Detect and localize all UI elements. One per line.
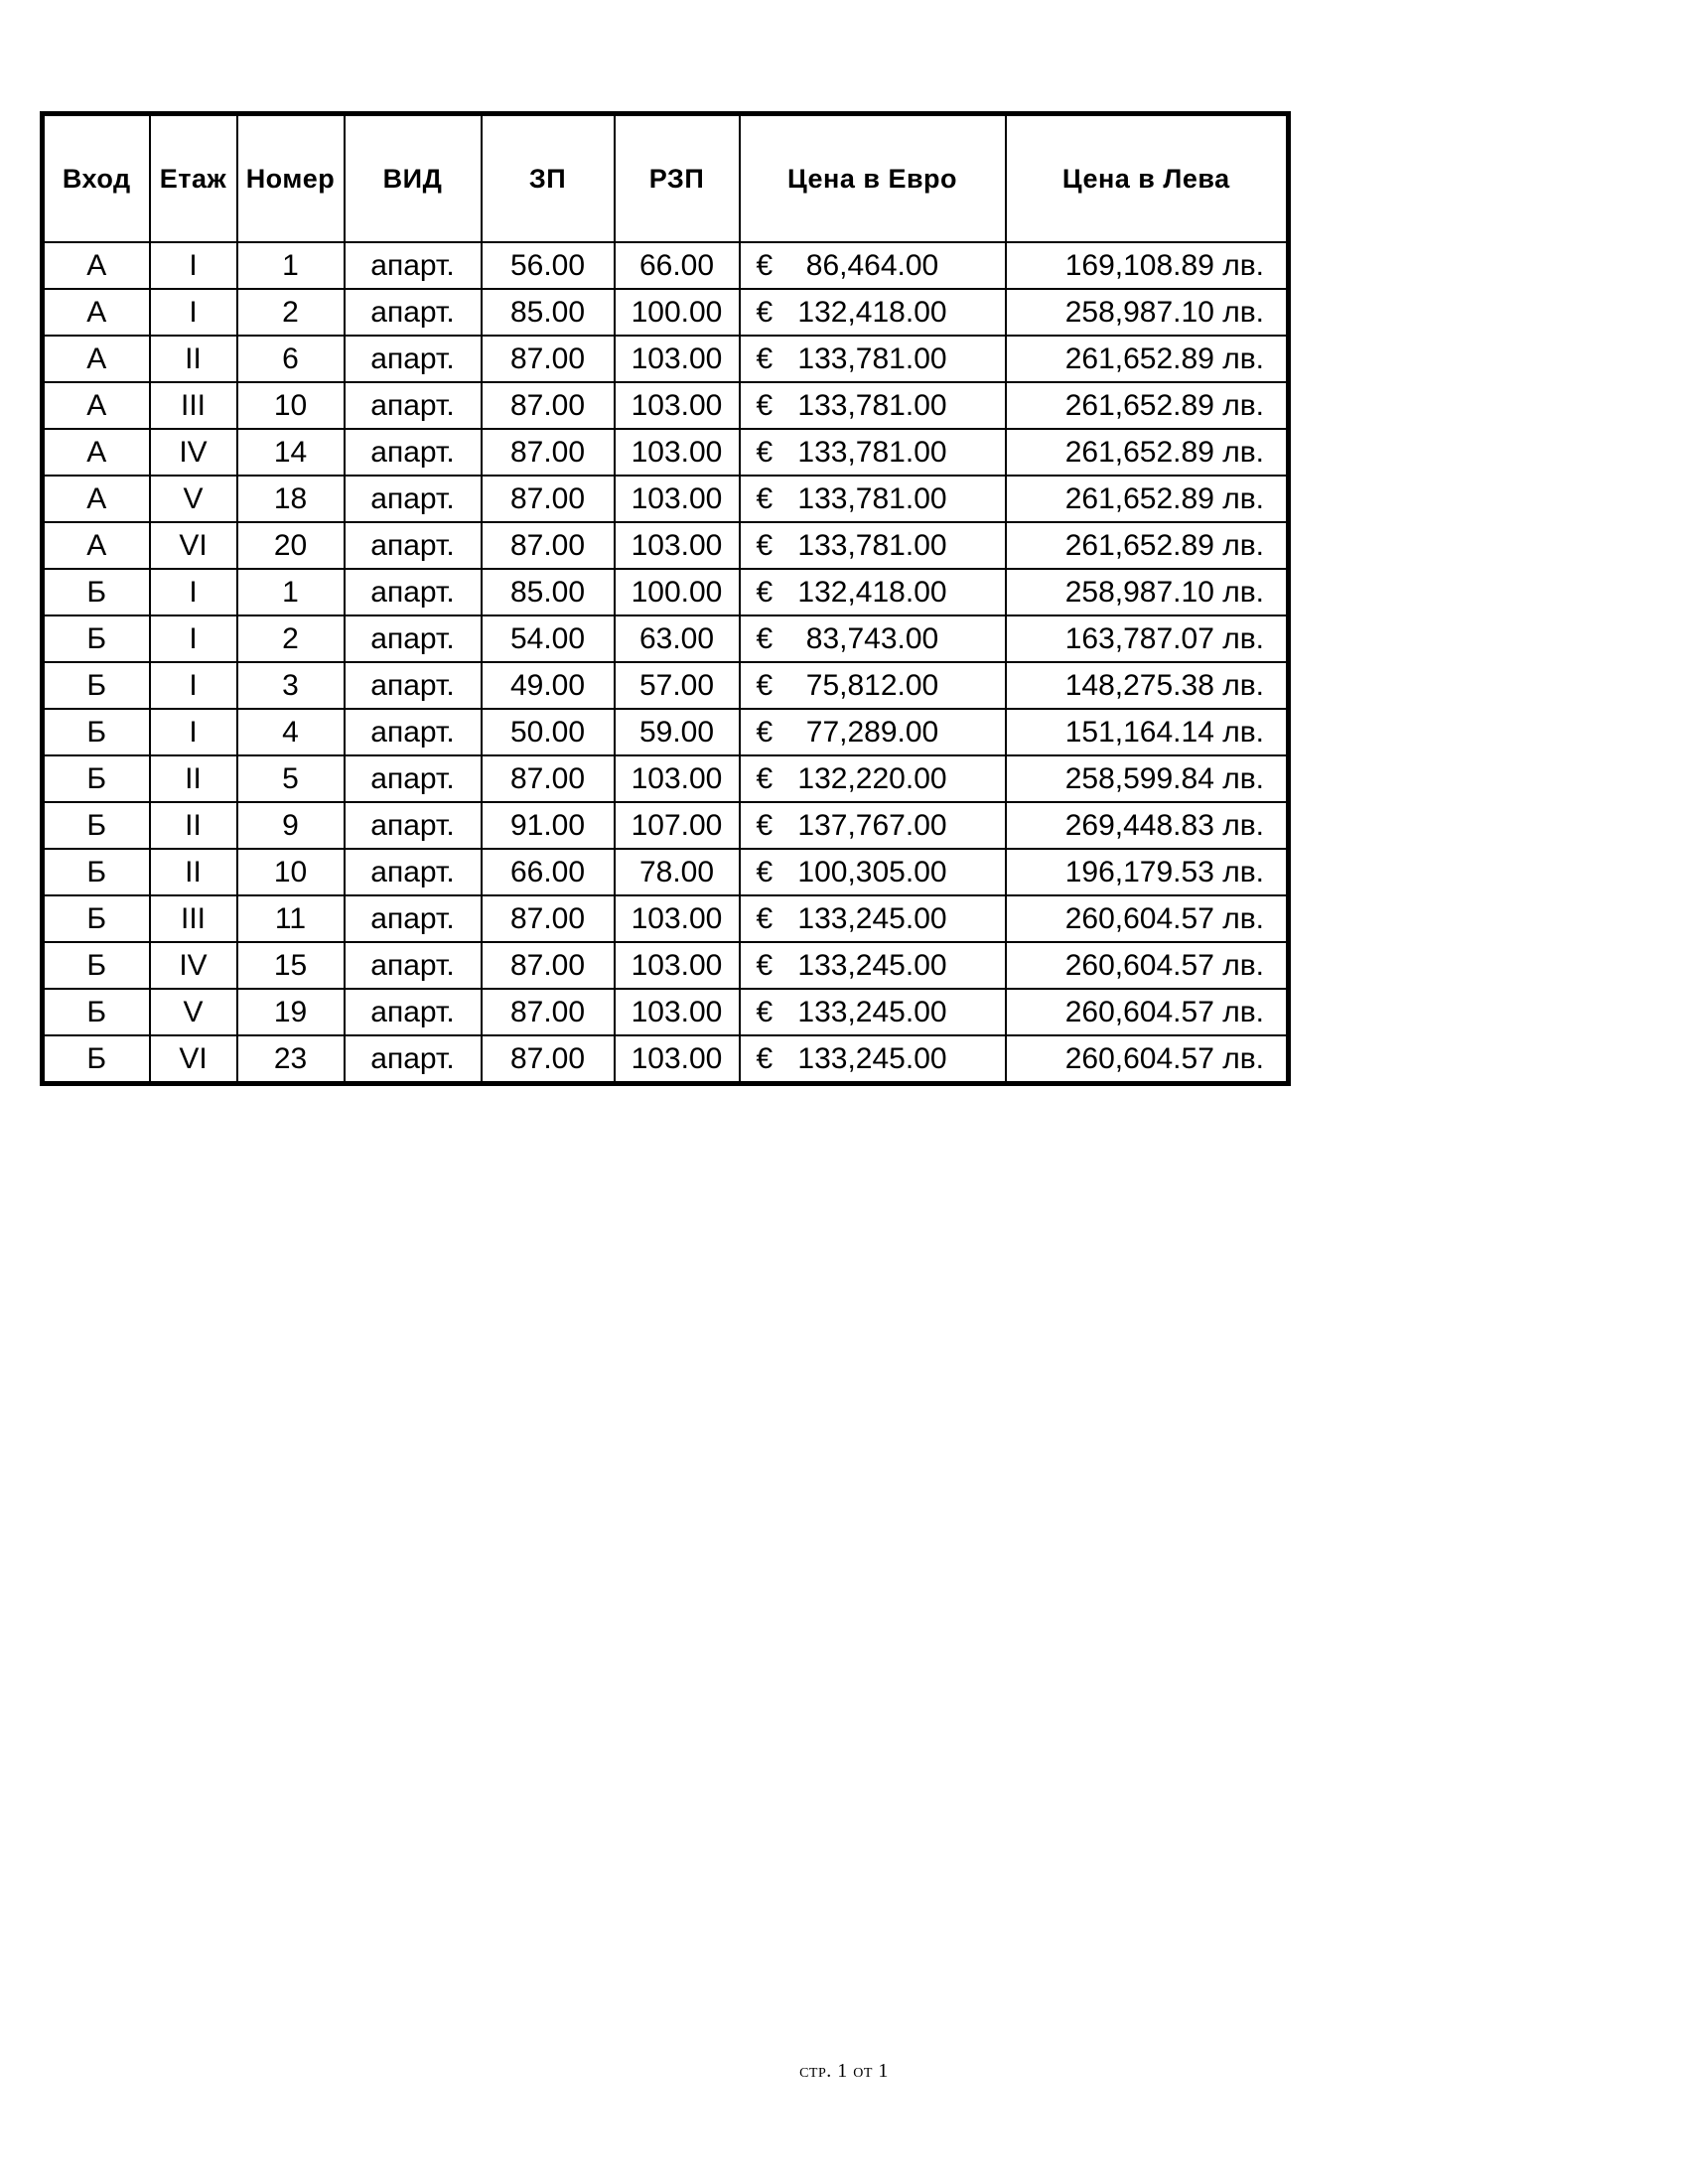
euro-currency-icon: € bbox=[756, 575, 774, 609]
table-header-row bbox=[43, 114, 1289, 243]
table-row bbox=[43, 615, 1289, 662]
cell-vhod: Б bbox=[43, 709, 150, 755]
price-eur-value: 133,245.00 bbox=[797, 1041, 947, 1075]
table-row bbox=[43, 569, 1289, 615]
cell-vhod: А bbox=[43, 476, 150, 522]
table-row bbox=[43, 755, 1289, 802]
cell-rzp: 103.00 bbox=[615, 336, 740, 382]
cell-price-bgn: 261,652.89 лв. bbox=[1006, 522, 1289, 569]
cell-vid: апарт. bbox=[345, 709, 482, 755]
cell-nomer: 10 bbox=[237, 849, 345, 895]
cell-vid: апарт. bbox=[345, 802, 482, 849]
column-header-etaj: Етаж bbox=[150, 114, 237, 243]
price-eur-value: 133,781.00 bbox=[797, 435, 947, 469]
cell-vhod: Б bbox=[43, 849, 150, 895]
cell-rzp: 103.00 bbox=[615, 522, 740, 569]
cell-price-eur bbox=[740, 895, 1006, 942]
price-eur-value: 132,418.00 bbox=[797, 295, 947, 329]
column-header-vid: ВИД bbox=[345, 114, 482, 243]
table-row bbox=[43, 336, 1289, 382]
cell-price-eur bbox=[740, 1035, 1006, 1084]
cell-zp: 87.00 bbox=[482, 522, 615, 569]
cell-price-eur bbox=[740, 849, 1006, 895]
cell-zp: 87.00 bbox=[482, 942, 615, 989]
column-header-vhod: Вход bbox=[43, 114, 150, 243]
euro-currency-icon: € bbox=[756, 761, 774, 795]
cell-etaj: II bbox=[150, 336, 237, 382]
cell-zp: 91.00 bbox=[482, 802, 615, 849]
table-header bbox=[43, 114, 1289, 243]
euro-currency-icon: € bbox=[756, 668, 774, 702]
cell-price-bgn: 258,599.84 лв. bbox=[1006, 755, 1289, 802]
cell-price-eur bbox=[740, 336, 1006, 382]
cell-vhod: Б bbox=[43, 1035, 150, 1084]
euro-currency-icon: € bbox=[756, 621, 774, 655]
price-eur-value: 133,245.00 bbox=[797, 948, 947, 982]
price-eur-value: 137,767.00 bbox=[797, 808, 947, 842]
cell-etaj: I bbox=[150, 569, 237, 615]
cell-etaj: I bbox=[150, 662, 237, 709]
cell-price-bgn: 260,604.57 лв. bbox=[1006, 895, 1289, 942]
cell-vhod: Б bbox=[43, 989, 150, 1035]
cell-price-bgn: 258,987.10 лв. bbox=[1006, 289, 1289, 336]
cell-nomer: 9 bbox=[237, 802, 345, 849]
price-eur-value: 86,464.00 bbox=[805, 248, 939, 282]
table-row bbox=[43, 895, 1289, 942]
euro-currency-icon: € bbox=[756, 341, 774, 375]
cell-zp: 87.00 bbox=[482, 895, 615, 942]
cell-rzp: 103.00 bbox=[615, 429, 740, 476]
column-header-nomer: Номер bbox=[237, 114, 345, 243]
price-eur-value: 132,418.00 bbox=[797, 575, 947, 609]
column-header-price-eur: Цена в Евро bbox=[740, 114, 1006, 243]
cell-rzp: 103.00 bbox=[615, 476, 740, 522]
cell-etaj: I bbox=[150, 709, 237, 755]
cell-rzp: 57.00 bbox=[615, 662, 740, 709]
cell-vid: апарт. bbox=[345, 382, 482, 429]
cell-rzp: 103.00 bbox=[615, 382, 740, 429]
cell-zp: 87.00 bbox=[482, 382, 615, 429]
cell-price-bgn: 260,604.57 лв. bbox=[1006, 942, 1289, 989]
cell-vid: апарт. bbox=[345, 476, 482, 522]
cell-vhod: Б bbox=[43, 569, 150, 615]
cell-nomer: 23 bbox=[237, 1035, 345, 1084]
cell-vid: апарт. bbox=[345, 242, 482, 289]
cell-rzp: 66.00 bbox=[615, 242, 740, 289]
cell-zp: 87.00 bbox=[482, 989, 615, 1035]
cell-vid: апарт. bbox=[345, 1035, 482, 1084]
cell-etaj: IV bbox=[150, 429, 237, 476]
cell-price-eur bbox=[740, 429, 1006, 476]
cell-price-bgn: 151,164.14 лв. bbox=[1006, 709, 1289, 755]
cell-nomer: 18 bbox=[237, 476, 345, 522]
cell-nomer: 6 bbox=[237, 336, 345, 382]
cell-rzp: 103.00 bbox=[615, 1035, 740, 1084]
cell-vhod: А bbox=[43, 289, 150, 336]
cell-vid: апарт. bbox=[345, 289, 482, 336]
price-eur-value: 133,781.00 bbox=[797, 388, 947, 422]
price-eur-value: 75,812.00 bbox=[805, 668, 939, 702]
cell-etaj: VI bbox=[150, 522, 237, 569]
cell-nomer: 2 bbox=[237, 615, 345, 662]
table-body bbox=[43, 242, 1289, 1084]
cell-rzp: 107.00 bbox=[615, 802, 740, 849]
price-eur-value: 133,245.00 bbox=[797, 901, 947, 935]
table-row bbox=[43, 429, 1289, 476]
price-table-container bbox=[40, 111, 1286, 1086]
cell-vid: апарт. bbox=[345, 895, 482, 942]
cell-nomer: 3 bbox=[237, 662, 345, 709]
cell-vhod: А bbox=[43, 242, 150, 289]
price-eur-value: 133,781.00 bbox=[797, 481, 947, 515]
euro-currency-icon: € bbox=[756, 388, 774, 422]
table-row bbox=[43, 662, 1289, 709]
cell-zp: 85.00 bbox=[482, 569, 615, 615]
cell-vhod: Б bbox=[43, 895, 150, 942]
euro-currency-icon: € bbox=[756, 715, 774, 749]
cell-etaj: III bbox=[150, 382, 237, 429]
cell-nomer: 19 bbox=[237, 989, 345, 1035]
cell-rzp: 100.00 bbox=[615, 289, 740, 336]
euro-currency-icon: € bbox=[756, 1041, 774, 1075]
euro-currency-icon: € bbox=[756, 855, 774, 888]
cell-price-bgn: 269,448.83 лв. bbox=[1006, 802, 1289, 849]
column-header-zp: ЗП bbox=[482, 114, 615, 243]
column-header-rzp: РЗП bbox=[615, 114, 740, 243]
euro-currency-icon: € bbox=[756, 948, 774, 982]
price-eur-value: 133,781.00 bbox=[797, 528, 947, 562]
cell-price-eur bbox=[740, 242, 1006, 289]
column-header-price-bgn: Цена в Лева bbox=[1006, 114, 1289, 243]
table-row bbox=[43, 522, 1289, 569]
cell-price-eur bbox=[740, 382, 1006, 429]
cell-nomer: 20 bbox=[237, 522, 345, 569]
cell-etaj: V bbox=[150, 989, 237, 1035]
table-row bbox=[43, 989, 1289, 1035]
cell-price-eur bbox=[740, 662, 1006, 709]
table-row bbox=[43, 849, 1289, 895]
cell-etaj: I bbox=[150, 615, 237, 662]
cell-etaj: II bbox=[150, 802, 237, 849]
cell-vid: апарт. bbox=[345, 569, 482, 615]
cell-rzp: 103.00 bbox=[615, 895, 740, 942]
cell-price-bgn: 261,652.89 лв. bbox=[1006, 382, 1289, 429]
euro-currency-icon: € bbox=[756, 481, 774, 515]
cell-zp: 66.00 bbox=[482, 849, 615, 895]
cell-vhod: А bbox=[43, 522, 150, 569]
euro-currency-icon: € bbox=[756, 528, 774, 562]
table-row bbox=[43, 289, 1289, 336]
cell-etaj: VI bbox=[150, 1035, 237, 1084]
price-eur-value: 100,305.00 bbox=[797, 855, 947, 888]
price-eur-value: 77,289.00 bbox=[805, 715, 939, 749]
cell-nomer: 1 bbox=[237, 569, 345, 615]
price-eur-value: 132,220.00 bbox=[797, 761, 947, 795]
cell-vid: апарт. bbox=[345, 522, 482, 569]
cell-price-eur bbox=[740, 989, 1006, 1035]
cell-nomer: 14 bbox=[237, 429, 345, 476]
table-row bbox=[43, 242, 1289, 289]
cell-price-bgn: 258,987.10 лв. bbox=[1006, 569, 1289, 615]
table-row bbox=[43, 709, 1289, 755]
cell-price-bgn: 261,652.89 лв. bbox=[1006, 429, 1289, 476]
euro-currency-icon: € bbox=[756, 295, 774, 329]
cell-price-eur bbox=[740, 569, 1006, 615]
cell-nomer: 15 bbox=[237, 942, 345, 989]
cell-rzp: 103.00 bbox=[615, 942, 740, 989]
euro-currency-icon: € bbox=[756, 248, 774, 282]
price-eur-value: 133,781.00 bbox=[797, 341, 947, 375]
euro-currency-icon: € bbox=[756, 808, 774, 842]
cell-vhod: Б bbox=[43, 755, 150, 802]
cell-vid: апарт. bbox=[345, 429, 482, 476]
cell-zp: 87.00 bbox=[482, 755, 615, 802]
cell-vid: апарт. bbox=[345, 989, 482, 1035]
cell-price-eur bbox=[740, 755, 1006, 802]
table-row bbox=[43, 476, 1289, 522]
cell-nomer: 5 bbox=[237, 755, 345, 802]
euro-currency-icon: € bbox=[756, 435, 774, 469]
cell-vid: апарт. bbox=[345, 336, 482, 382]
cell-price-eur bbox=[740, 615, 1006, 662]
cell-price-eur bbox=[740, 942, 1006, 989]
cell-price-bgn: 260,604.57 лв. bbox=[1006, 1035, 1289, 1084]
cell-zp: 50.00 bbox=[482, 709, 615, 755]
cell-zp: 87.00 bbox=[482, 429, 615, 476]
cell-etaj: I bbox=[150, 242, 237, 289]
cell-vhod: Б bbox=[43, 802, 150, 849]
euro-currency-icon: € bbox=[756, 995, 774, 1028]
price-eur-value: 83,743.00 bbox=[805, 621, 939, 655]
cell-zp: 87.00 bbox=[482, 336, 615, 382]
cell-rzp: 63.00 bbox=[615, 615, 740, 662]
cell-zp: 87.00 bbox=[482, 476, 615, 522]
table-row bbox=[43, 1035, 1289, 1084]
cell-price-bgn: 260,604.57 лв. bbox=[1006, 989, 1289, 1035]
cell-price-bgn: 169,108.89 лв. bbox=[1006, 242, 1289, 289]
cell-vid: апарт. bbox=[345, 662, 482, 709]
cell-zp: 56.00 bbox=[482, 242, 615, 289]
cell-nomer: 1 bbox=[237, 242, 345, 289]
cell-etaj: II bbox=[150, 849, 237, 895]
cell-zp: 49.00 bbox=[482, 662, 615, 709]
table-row bbox=[43, 802, 1289, 849]
cell-price-bgn: 196,179.53 лв. bbox=[1006, 849, 1289, 895]
cell-rzp: 59.00 bbox=[615, 709, 740, 755]
cell-vhod: Б bbox=[43, 662, 150, 709]
cell-nomer: 4 bbox=[237, 709, 345, 755]
cell-vhod: А bbox=[43, 429, 150, 476]
cell-rzp: 103.00 bbox=[615, 755, 740, 802]
cell-vhod: Б bbox=[43, 942, 150, 989]
table-row bbox=[43, 382, 1289, 429]
cell-etaj: I bbox=[150, 289, 237, 336]
cell-etaj: IV bbox=[150, 942, 237, 989]
cell-nomer: 11 bbox=[237, 895, 345, 942]
page-footer: стр. 1 от 1 bbox=[799, 2060, 889, 2082]
cell-rzp: 78.00 bbox=[615, 849, 740, 895]
cell-zp: 87.00 bbox=[482, 1035, 615, 1084]
cell-rzp: 103.00 bbox=[615, 989, 740, 1035]
cell-etaj: II bbox=[150, 755, 237, 802]
cell-zp: 54.00 bbox=[482, 615, 615, 662]
apartment-price-table bbox=[40, 111, 1291, 1086]
cell-zp: 85.00 bbox=[482, 289, 615, 336]
cell-vhod: Б bbox=[43, 615, 150, 662]
cell-price-bgn: 163,787.07 лв. bbox=[1006, 615, 1289, 662]
table-row bbox=[43, 942, 1289, 989]
cell-vid: апарт. bbox=[345, 849, 482, 895]
euro-currency-icon: € bbox=[756, 901, 774, 935]
cell-vhod: А bbox=[43, 382, 150, 429]
cell-price-eur bbox=[740, 802, 1006, 849]
cell-vid: апарт. bbox=[345, 942, 482, 989]
cell-nomer: 2 bbox=[237, 289, 345, 336]
cell-vid: апарт. bbox=[345, 615, 482, 662]
cell-rzp: 100.00 bbox=[615, 569, 740, 615]
cell-price-bgn: 148,275.38 лв. bbox=[1006, 662, 1289, 709]
cell-price-bgn: 261,652.89 лв. bbox=[1006, 476, 1289, 522]
price-eur-value: 133,245.00 bbox=[797, 995, 947, 1028]
cell-price-eur bbox=[740, 709, 1006, 755]
cell-price-eur bbox=[740, 289, 1006, 336]
cell-etaj: III bbox=[150, 895, 237, 942]
cell-price-eur bbox=[740, 476, 1006, 522]
cell-price-eur bbox=[740, 522, 1006, 569]
cell-vid: апарт. bbox=[345, 755, 482, 802]
cell-vhod: А bbox=[43, 336, 150, 382]
cell-nomer: 10 bbox=[237, 382, 345, 429]
cell-price-bgn: 261,652.89 лв. bbox=[1006, 336, 1289, 382]
cell-etaj: V bbox=[150, 476, 237, 522]
